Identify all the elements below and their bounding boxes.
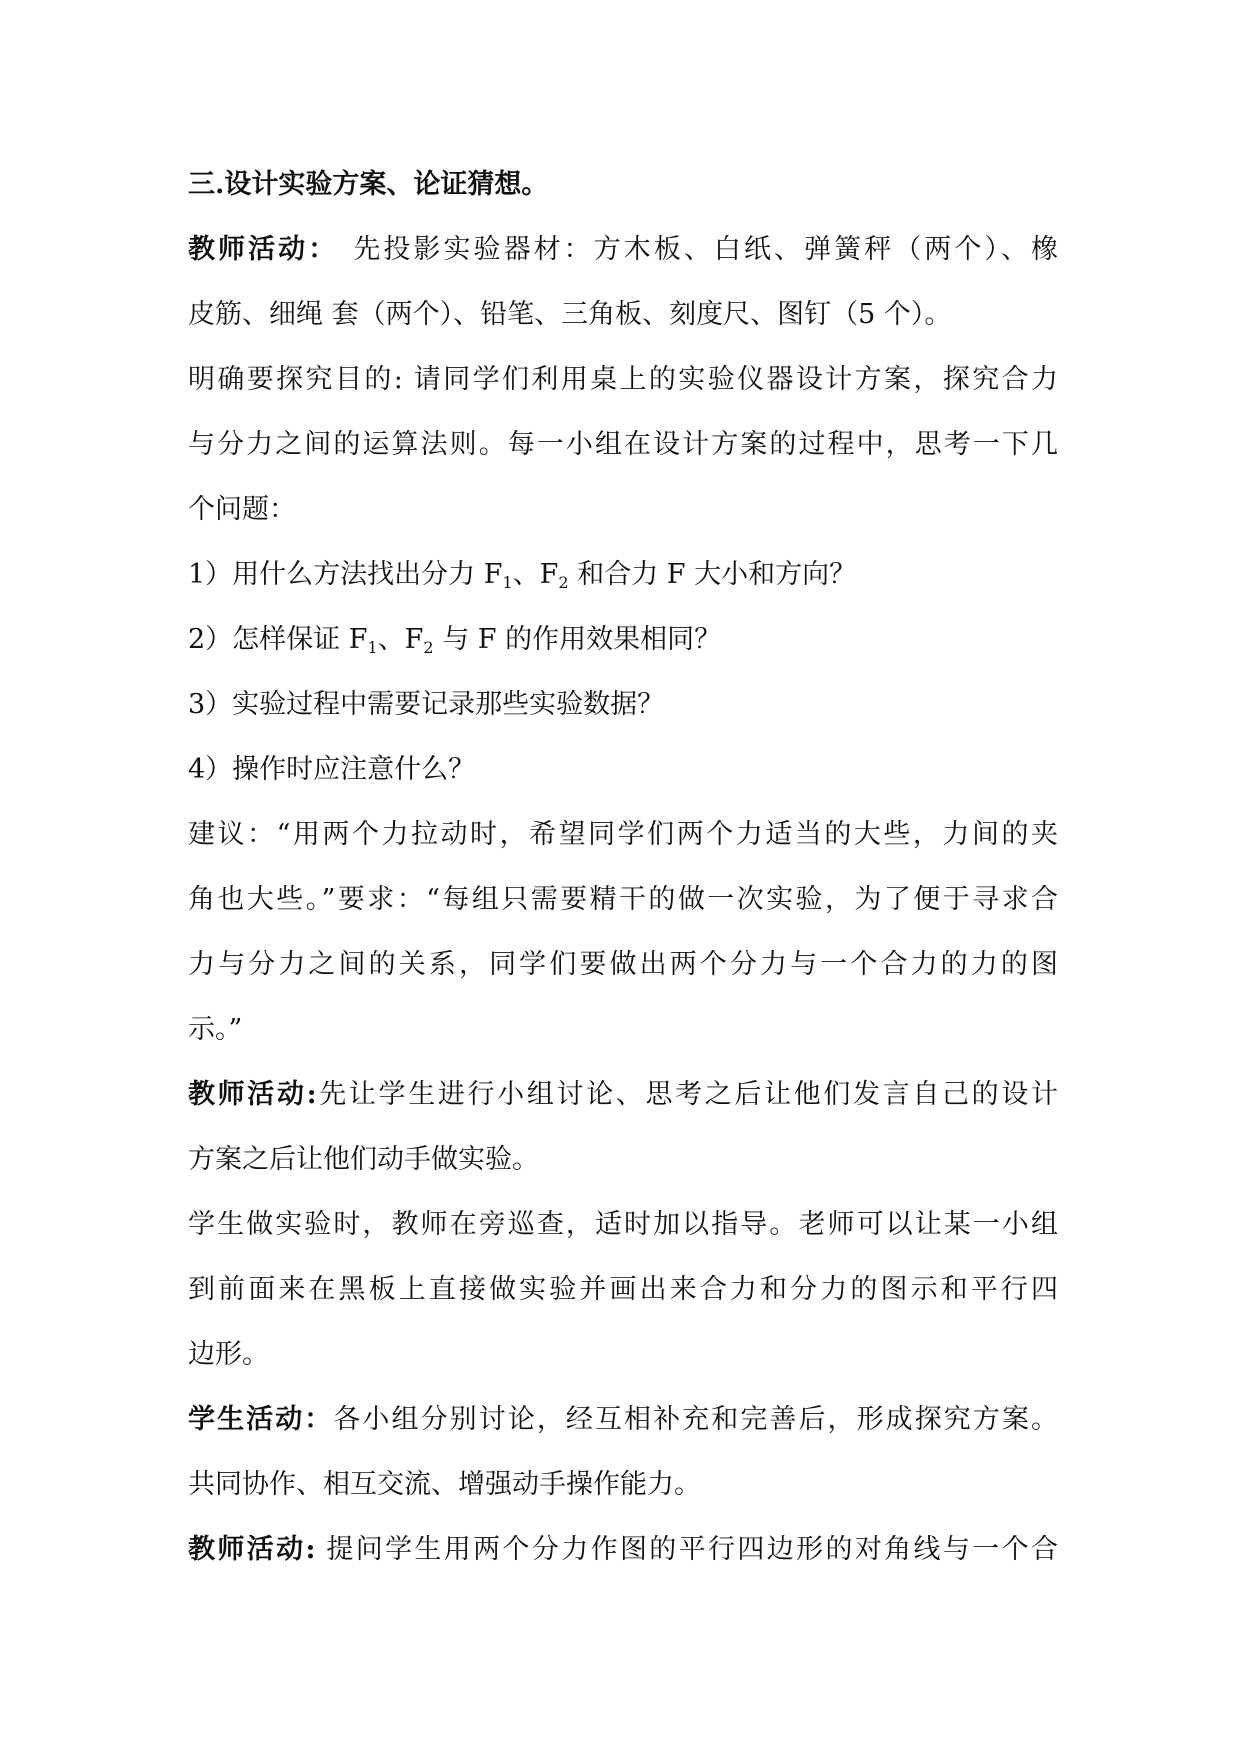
- text-span: 提问学生用两个分力作图的平行四边形的对角线与一个合: [315, 1534, 1058, 1565]
- subscript: 2: [423, 638, 434, 657]
- document-body: [188, 158, 1058, 1588]
- subscript: 2: [558, 573, 569, 592]
- paragraph-line: 到前面来在黑板上直接做实验并画出来合力和分力的图示和平行四: [188, 1274, 1058, 1305]
- paragraph-line: 角也大些。”要求：“每组只需要精干的做一次实验，为了便于寻求合: [188, 884, 1058, 915]
- subscript: 1: [502, 573, 513, 592]
- paragraph-line: 与分力之间的运算法则。每一小组在设计方案的过程中，思考一下几: [188, 429, 1058, 460]
- section-heading: 三.设计实验方案、论证猜想。: [188, 169, 549, 200]
- paragraph-line: 示。”: [188, 1014, 243, 1045]
- question-1: [188, 548, 1058, 613]
- paragraph-line: 个问题：: [188, 494, 296, 525]
- paragraph-line: 共同协作、相互交流、增强动手操作能力。: [188, 1469, 701, 1500]
- teacher-activity-label: 教师活动：: [188, 234, 339, 265]
- paragraph-line: 边形。: [188, 1339, 269, 1370]
- question-4: 4）操作时应注意什么？: [188, 754, 476, 785]
- teacher-activity-label: 教师活动:: [188, 1534, 316, 1565]
- text-span: 1）用什么方法找出分力 F: [188, 559, 503, 590]
- text-span: 和合力 F 大小和方向？: [568, 559, 857, 590]
- paragraph-line: 方案之后让他们动手做实验。: [188, 1144, 539, 1175]
- paragraph-line: 建议：“用两个力拉动时，希望同学们两个力适当的大些，力间的夹: [188, 819, 1058, 850]
- text-span: 先投影实验器材：方木板、白纸、弹簧秤（两个）、橡: [350, 234, 1058, 265]
- question-3: 3）实验过程中需要记录那些实验数据？: [188, 689, 665, 720]
- paragraph-line: [188, 1068, 1058, 1133]
- paragraph-line: 皮筋、细绳 套（两个）、铅笔、三角板、刻度尺、图钉（5 个）。: [188, 299, 952, 330]
- paragraph-line: [188, 223, 1058, 288]
- paragraph-line: [188, 1523, 1058, 1588]
- text-span: 先让学生进行小组讨论、思考之后让他们发言自己的设计: [316, 1079, 1058, 1110]
- text-span: 与 F 的作用效果相同？: [433, 624, 722, 655]
- text-span: 、F: [512, 559, 559, 590]
- question-2: [188, 613, 1058, 678]
- text-span: 各小组分别讨论，经互相补充和完善后，形成探究方案。: [333, 1404, 1058, 1435]
- text-span: 、F: [377, 624, 424, 655]
- text-span: 2）怎样保证 F: [188, 624, 368, 655]
- paragraph-line: [188, 1393, 1058, 1458]
- paragraph-line: 力与分力之间的关系，同学们要做出两个分力与一个合力的力的图: [188, 949, 1058, 980]
- student-activity-label: 学生活动：: [188, 1404, 334, 1435]
- paragraph-line: 明确要探究目的: 请同学们利用桌上的实验仪器设计方案，探究合力: [188, 364, 1058, 395]
- teacher-activity-label: 教师活动:: [188, 1079, 317, 1110]
- subscript: 1: [367, 638, 378, 657]
- paragraph-line: 学生做实验时，教师在旁巡查，适时加以指导。老师可以让某一小组: [188, 1209, 1058, 1240]
